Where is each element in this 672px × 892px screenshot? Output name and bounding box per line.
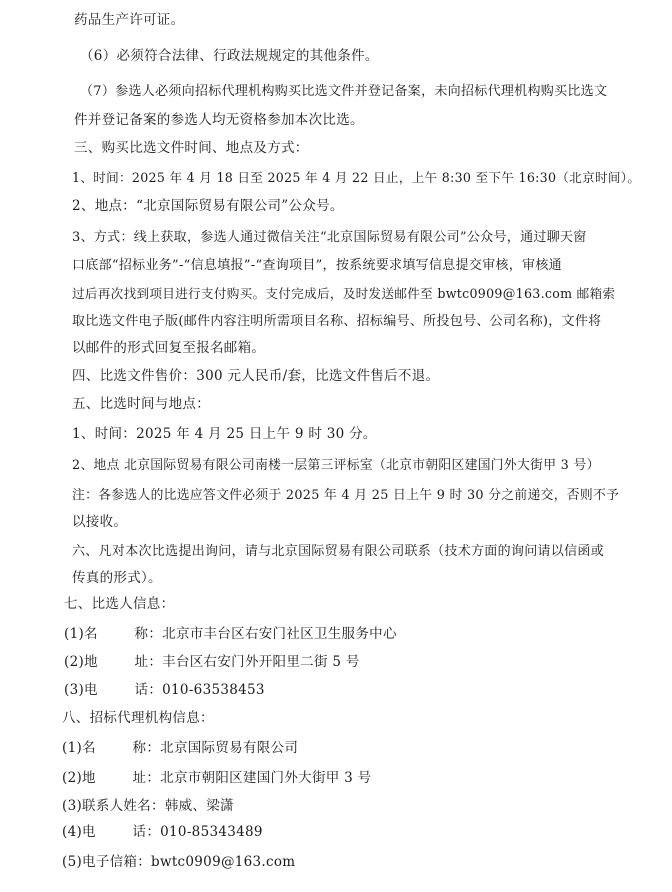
- text-line: (3)联系人姓名：韩威、梁潇: [62, 798, 234, 814]
- text-line: 注：各参选人的比选应答文件必须于 2025 年 4 月 25 日上午 9 时 30 分之前递交，否则不予: [72, 488, 620, 503]
- text-line: 口底部“招标业务”-“信息填报”-“查询项目”，按系统要求填写信息提交审核，审核通: [72, 258, 562, 273]
- text-line: 六、凡对本次比选提出询问，请与北京国际贸易有限公司联系（技术方面的询问请以信函或: [72, 544, 605, 559]
- text-line: 八、招标代理机构信息：: [62, 710, 214, 726]
- text-line: 取比选文件电子版(邮件内容注明所需项目名称、招标编号、所投包号、公司名称)，文件将: [72, 314, 602, 329]
- text-line: 2、地点 北京国际贸易有限公司南楼一层第三评标室（北京市朝阳区建国门外大街甲 3 号）: [72, 458, 600, 473]
- text-line: （7）参选人必须向招标代理机构购买比选文件并登记备案，未向招标代理机构购买比选文: [80, 84, 608, 99]
- text-line: (1)名 称：北京国际贸易有限公司: [62, 740, 299, 756]
- text-line: 1、时间：2025 年 4 月 18 日至 2025 年 4 月 22 日止，上午 8:30 至下午 16:30（北京时间）。: [72, 170, 641, 185]
- text-line: (5)电子信箱：bwtc0909@163.com: [62, 854, 296, 870]
- text-line: 以邮件的形式回复至报名邮箱。: [72, 340, 266, 356]
- text-line: （6）必须符合法律、行政法规规定的其他条件。: [80, 48, 379, 64]
- text-line: 件并登记备案的参选人均无资格参加本次比选。: [74, 112, 364, 128]
- text-line: 四、比选文件售价：300 元人民币/套，比选文件售后不退。: [72, 368, 440, 384]
- text-line: (2)地 址：丰台区右安门外开阳里二街 5 号: [64, 654, 360, 670]
- text-line: 以接收。: [72, 514, 128, 530]
- text-line: 三、购买比选文件时间、地点及方式：: [74, 140, 309, 156]
- text-line: 3、方式：线上获取，参选人通过微信关注“北京国际贸易有限公司”公众号，通过聊天窗: [72, 230, 587, 245]
- text-line: (4)电 话：010-85343489: [62, 824, 263, 840]
- text-line: 过后再次找到项目进行支付购买。支付完成后，及时发送邮件至 bwtc0909@163.com 邮箱索: [72, 286, 616, 301]
- text-line: (2)地 址：北京市朝阳区建国门外大街甲 3 号: [62, 770, 372, 786]
- text-line: 药品生产许可证。: [74, 12, 185, 28]
- text-line: (1)名 称：北京市丰台区右安门社区卫生服务中心: [64, 626, 397, 642]
- text-line: 五、比选时间与地点：: [72, 396, 210, 412]
- text-line: 1、时间：2025 年 4 月 25 日上午 9 时 30 分。: [72, 426, 377, 442]
- text-line: 传真的形式）。: [72, 570, 162, 586]
- text-line: 七、比选人信息：: [64, 596, 175, 612]
- text-line: 2、地点：“北京国际贸易有限公司”公众号。: [72, 198, 344, 214]
- text-line: (3)电 话：010-63538453: [64, 682, 265, 698]
